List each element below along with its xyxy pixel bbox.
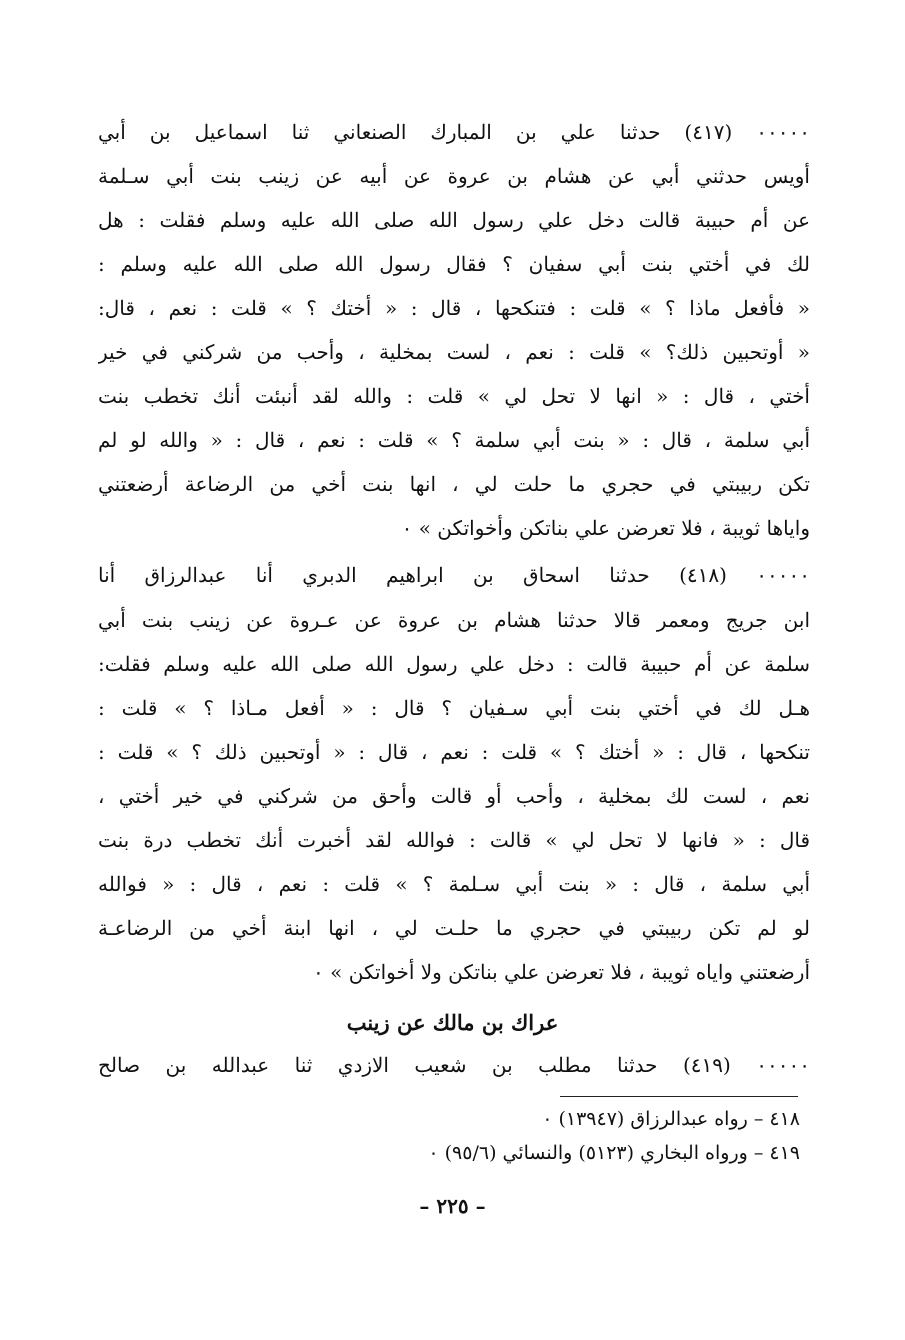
text-line: تكن ربيبتي في حجري ما حلت لي ، انها بنت أخي من الرضاعة أرضعتني [98,472,810,496]
footnote: ٤١٩ – ورواه البخاري (٥١٢٣) والنسائي (٩٥/٦) ٠ [428,1142,800,1164]
text-line: ٠٠٠٠٠ (٤١٩) حدثنا مطلب بن شعيب الازدي ثنا عبدالله بن صالح [98,1053,810,1077]
text-line: لك في أختي بنت أبي سفيان ؟ فقال رسول الله صلى الله عليه وسلم : [98,252,810,276]
footnotes [300,1102,800,1174]
page-number: – ٢٢٥ – [419,1194,486,1218]
text-line: عن أم حبيبة قالت دخل علي رسول الله صلى الله عليه وسلم فقلت : هل [98,208,810,232]
text-line: لو لم تكن ربيبتي في حجري ما حلـت لي ، انها ابنة أخي من الرضاعـة [98,916,810,940]
continuation-text [98,1045,810,1085]
body-text [98,112,810,1072]
text-line: أويس حدثني أبي عن هشام بن عروة عن أبيه عن زينب بنت أبي سـلمة [98,164,810,188]
text-line: ٠٠٠٠٠ (٤١٨) حدثنا اسحاق بن ابراهيم الدبري أنا عبدالرزاق أنا [98,563,810,587]
footnote: ٤١٨ – رواه عبدالرزاق (١٣٩٤٧) ٠ [542,1108,800,1130]
text-line: هـل لك في أختي بنت أبي سـفيان ؟ قال : « أفعل مـاذا ؟ » قلت : [98,696,810,720]
text-line: أرضعتني واياه ثويبة ، فلا تعرضن علي بناتكن ولا أخواتكن » ٠ [313,960,810,984]
text-line: « فأفعل ماذا ؟ » قلت : فتنكحها ، قال : « أختك ؟ » قلت : نعم ، قال: [98,296,810,320]
text-line: تنكحها ، قال : « أختك ؟ » قلت : نعم ، قال : « أوتحبين ذلك ؟ » قلت : [98,740,810,764]
text-line: نعم ، لست لك بمخلية ، وأحب أو قالت وأحق من شركني في خير أختي ، [98,784,810,808]
footnote-divider [560,1096,798,1097]
text-line: ٠٠٠٠٠ (٤١٧) حدثنا علي بن المبارك الصنعاني ثنا اسماعيل بن أبي [98,120,810,144]
text-line: أبي سلمة ، قال : « بنت أبي سـلمة ؟ » قلت : نعم ، قال : « فوالله [98,872,810,896]
text-line: « أوتحبين ذلك؟ » قلت : نعم ، لست بمخلية ، وأحب من شركني في خير [98,340,810,364]
text-line: ابن جريج ومعمر قالا حدثنا هشام بن عروة عن عـروة عن زينب بنت أبي [98,608,810,632]
text-line: أختي ، قال : « انها لا تحل لي » قلت : والله لقد أنبئت أنك تخطب بنت [98,384,810,408]
text-line: أبي سلمة ، قال : « بنت أبي سلمة ؟ » قلت : نعم ، قال : « والله لو لم [98,428,810,452]
text-line: واياها ثويبة ، فلا تعرضن علي بناتكن وأخواتكن » ٠ [401,516,810,540]
section-heading: عراك بن مالك عن زينب [346,1010,559,1035]
text-line: سلمة عن أم حبيبة قالت : دخل علي رسول الله صلى الله عليه وسلم فقلت: [98,652,810,676]
text-line: قال : « فانها لا تحل لي » قالت : فوالله لقد أخبرت أنك تخطب درة بنت [98,828,810,852]
